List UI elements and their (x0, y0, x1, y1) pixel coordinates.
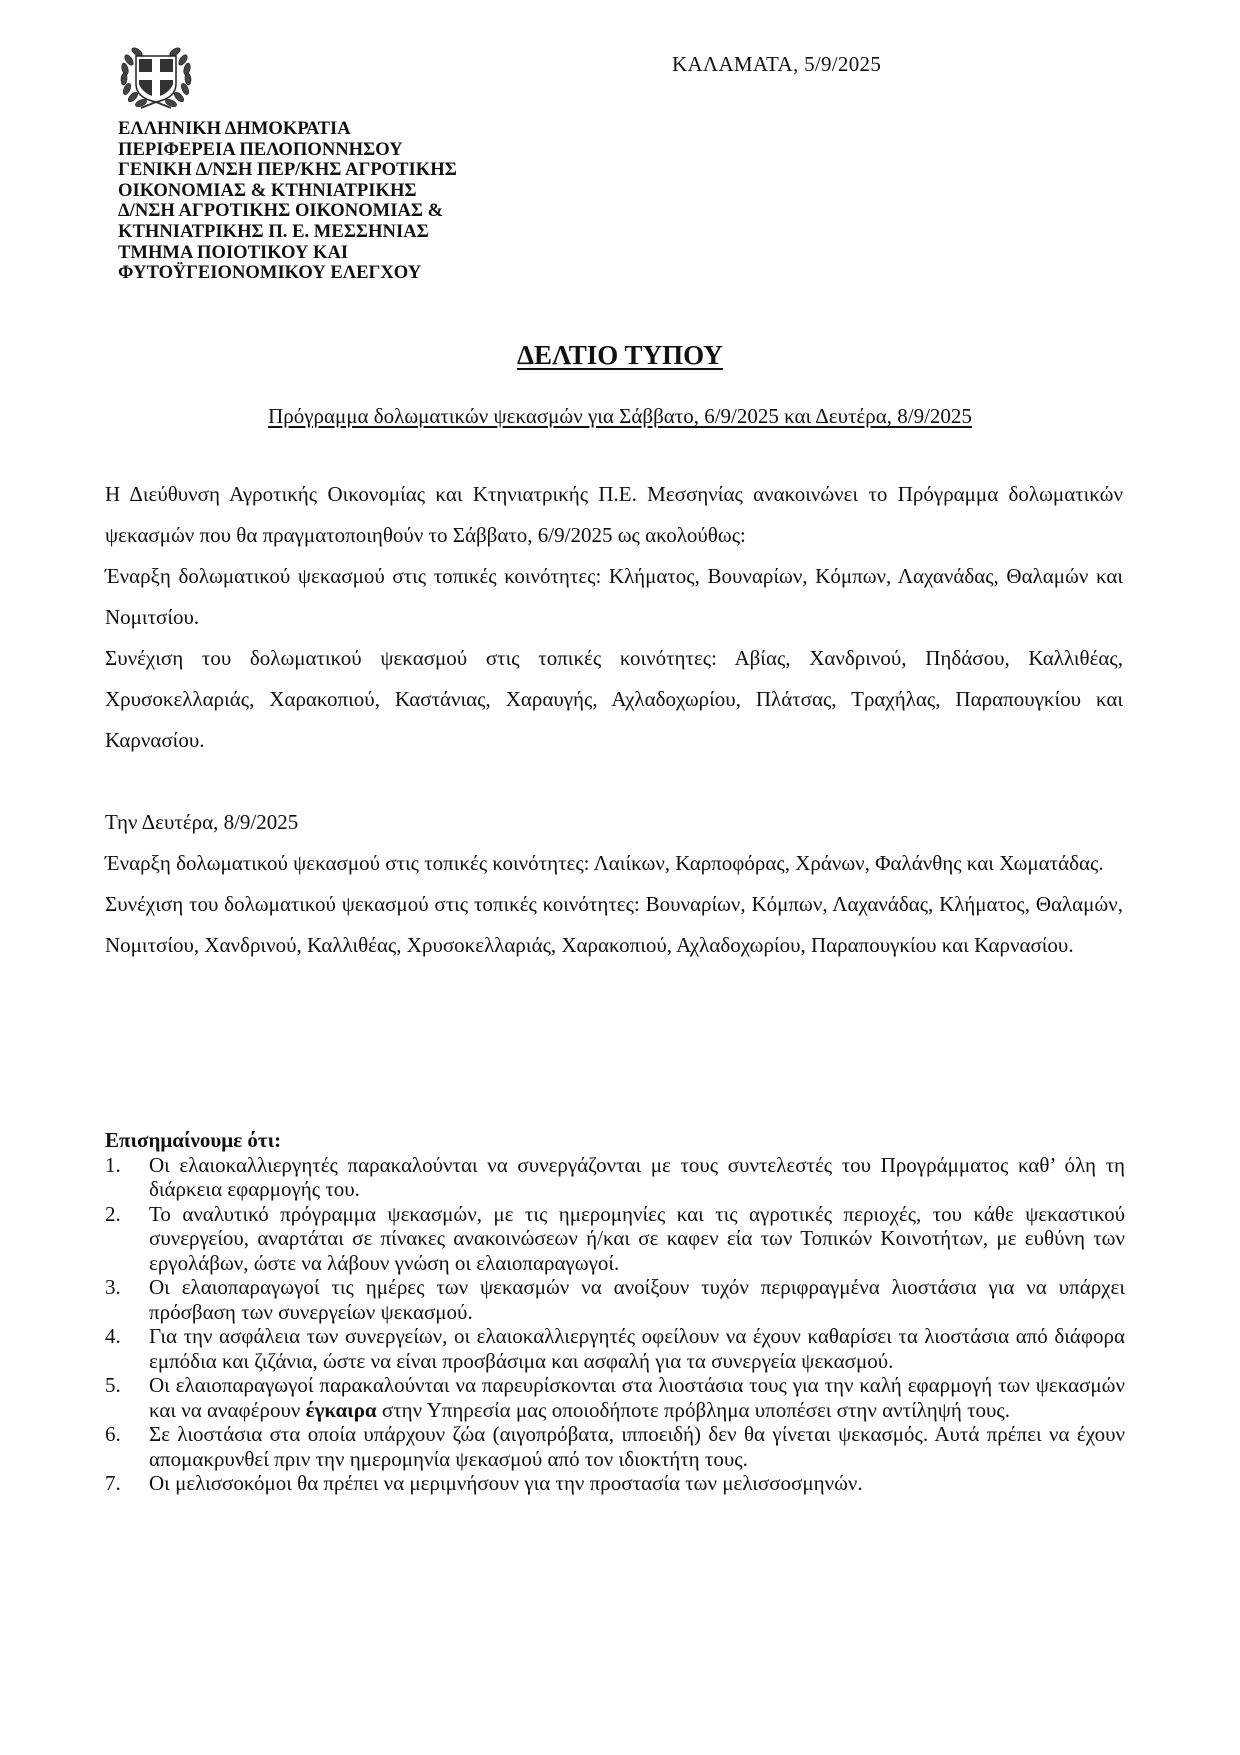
note-text-before: Οι ελαιοπαραγωγοί παρακαλούνται να παρευρίσκονται στα λιοστάσια τους για την καλή εφαρμογή των ψεκασμών και να αναφέρουν (149, 1373, 1125, 1422)
issuing-authority (118, 119, 457, 284)
note-item (105, 1471, 1125, 1496)
place-and-date: ΚΑΛΑΜΑΤΑ, 5/9/2025 (672, 52, 882, 76)
saturday-continue: Συνέχιση του δολωματικού ψεκασμού στις τοπικές κοινότητες: Αβίας, Χανδρινού, Πηδάσου, Καλλιθέας, Χρυσοκελλαριάς, Χαρακοπιού, Καστάνιας, Χαραυγής, Αχλαδοχωρίου, Πλάτσας, Τραχήλας, Παραπουγκίου και Καρνασίου. (105, 646, 1123, 752)
note-number: 1. (105, 1152, 121, 1177)
note-text: Οι ελαιοκαλλιεργητές παρακαλούνται να συνεργάζονται με τους συντελεστές του Προγράμματος καθ’ όλη τη διάρκεια εφαρμογής του. (149, 1152, 1125, 1201)
authority-line: ΚΤΗΝΙΑΤΡΙΚΗΣ Π. Ε. ΜΕΣΣΗΝΙΑΣ (118, 220, 429, 242)
note-number: 2. (105, 1201, 121, 1226)
document-title: ΔΕΛΤΙΟ ΤΥΠΟΥ (517, 340, 723, 370)
authority-line: Δ/ΝΣΗ ΑΓΡΟΤΙΚΗΣ ΟΙΚΟΝΟΜΙΑΣ & (118, 200, 444, 222)
authority-line: ΕΛΛΗΝΙΚΗ ΔΗΜΟΚΡΑΤΙΑ (118, 118, 351, 139)
note-item (105, 1202, 1125, 1276)
note-text: Οι μελισσοκόμοι θα πρέπει να μεριμνήσουν για την προστασία των μελισσοσμηνών. (149, 1471, 863, 1495)
note-item (105, 1275, 1125, 1324)
monday-date-line: Την Δευτέρα, 8/9/2025 (105, 810, 299, 834)
note-text: Οι ελαιοπαραγωγοί τις ημέρες των ψεκασμών να ανοίξουν τυχόν περιφραγμένα λιοστάσια για να υπάρχει πρόσβαση των συνεργείων ψεκασμού. (149, 1275, 1125, 1324)
note-text-emphasis: έγκαιρα (305, 1397, 377, 1422)
saturday-intro: Η Διεύθυνση Αγροτικής Οικονομίας και Κτηνιατρικής Π.Ε. Μεσσηνίας ανακοινώνει το Πρόγραμμα δολωματικών ψεκασμών που θα πραγματοποιηθούν το Σάββατο, 6/9/2025 ως ακολούθως: (105, 482, 1123, 547)
note-text-after: στην Υπηρεσία μας οποιοδήποτε πρόβλημα υποπέσει στην αντίληψή τους. (376, 1397, 1010, 1422)
authority-line: ΤΜΗΜΑ ΠΟΙΟΤΙΚΟΥ ΚΑΙ (118, 241, 349, 263)
note-item (105, 1324, 1125, 1373)
document-subtitle: Πρόγραμμα δολωματικών ψεκασμών για Σάββατο, 6/9/2025 και Δευτέρα, 8/9/2025 (268, 404, 972, 428)
authority-line: ΓΕΝΙΚΗ Δ/ΝΣΗ ΠΕΡ/ΚΗΣ ΑΓΡΟΤΙΚΗΣ (118, 159, 457, 181)
note-text: Για την ασφάλεια των συνεργείων, οι ελαιοκαλλιεργητές οφείλουν να έχουν καθαρίσει τα λιοστάσια από διάφορα εμπόδια και ζιζάνια, ώστε να είναι προσβάσιμα και ασφαλή για τα συνεργεία ψεκασμού. (149, 1324, 1125, 1373)
monday-start: Έναρξη δολωματικού ψεκασμού στις τοπικές κοινότητες: Λαιίκων, Καρποφόρας, Χράνων, Φαλάνθης και Χωματάδας. (105, 851, 1104, 875)
note-number: 3. (105, 1275, 121, 1299)
announcement-body (105, 474, 1123, 966)
greek-national-emblem-icon (117, 42, 195, 114)
authority-line: ΠΕΡΙΦΕΡΕΙΑ ΠΕΛΟΠΟΝΝΗΣΟΥ (118, 138, 403, 160)
note-text: Το αναλυτικό πρόγραμμα ψεκασμών, με τις ημερομηνίες και τις αγροτικές περιοχές, του κάθε ψεκαστικού συνεργείου, αναρτάται σε πίνακες ανακοινώσεων ή/και σε καφεν εία των Τοπικών Κοινοτήτων, με ευθύνη των εργολάβων, ώστε να λάβουν γνώση οι ελαιοπαραγωγοί. (149, 1201, 1125, 1275)
note-number: 4. (105, 1324, 121, 1348)
notes-section (105, 1128, 1125, 1496)
note-item (105, 1373, 1125, 1422)
saturday-start: Έναρξη δολωματικού ψεκασμού στις τοπικές κοινότητες: Κλήματος, Βουναρίων, Κόμπων, Λαχανάδας, Θαλαμών και Νομιτσίου. (105, 564, 1123, 629)
notes-list (105, 1153, 1125, 1496)
monday-continue: Συνέχιση του δολωματικού ψεκασμού στις τοπικές κοινότητες: Βουναρίων, Κόμπων, Λαχανάδας, Κλήματος, Θαλαμών, Νομιτσίου, Χανδρινού, Καλλιθέας, Χρυσοκελλαριάς, Χαρακοπιού, Αχλαδοχωρίου, Παραπουγκίου και Καρνασίου. (105, 892, 1123, 957)
paragraph-spacer (105, 761, 1123, 802)
note-number: 7. (105, 1471, 121, 1495)
note-number: 5. (105, 1373, 121, 1397)
note-item (105, 1153, 1125, 1202)
authority-line: ΦΥΤΟΫΓΕΙΟΝΟΜΙΚΟΥ ΕΛΕΓΧΟΥ (118, 262, 422, 284)
note-text: Σε λιοστάσια στα οποία υπάρχουν ζώα (αιγοπρόβατα, ιπποειδή) δεν θα γίνεται ψεκασμός. Αυτά πρέπει να έχουν απομακρυνθεί πριν την ημερομηνία ψεκασμού από τον ιδιοκτήτη τους. (149, 1422, 1125, 1471)
note-item (105, 1422, 1125, 1471)
note-number: 6. (105, 1422, 121, 1446)
notes-heading: Επισημαίνουμε ότι: (105, 1128, 282, 1152)
authority-line: ΟΙΚΟΝΟΜΙΑΣ & ΚΤΗΝΙΑΤΡΙΚΗΣ (118, 179, 417, 201)
